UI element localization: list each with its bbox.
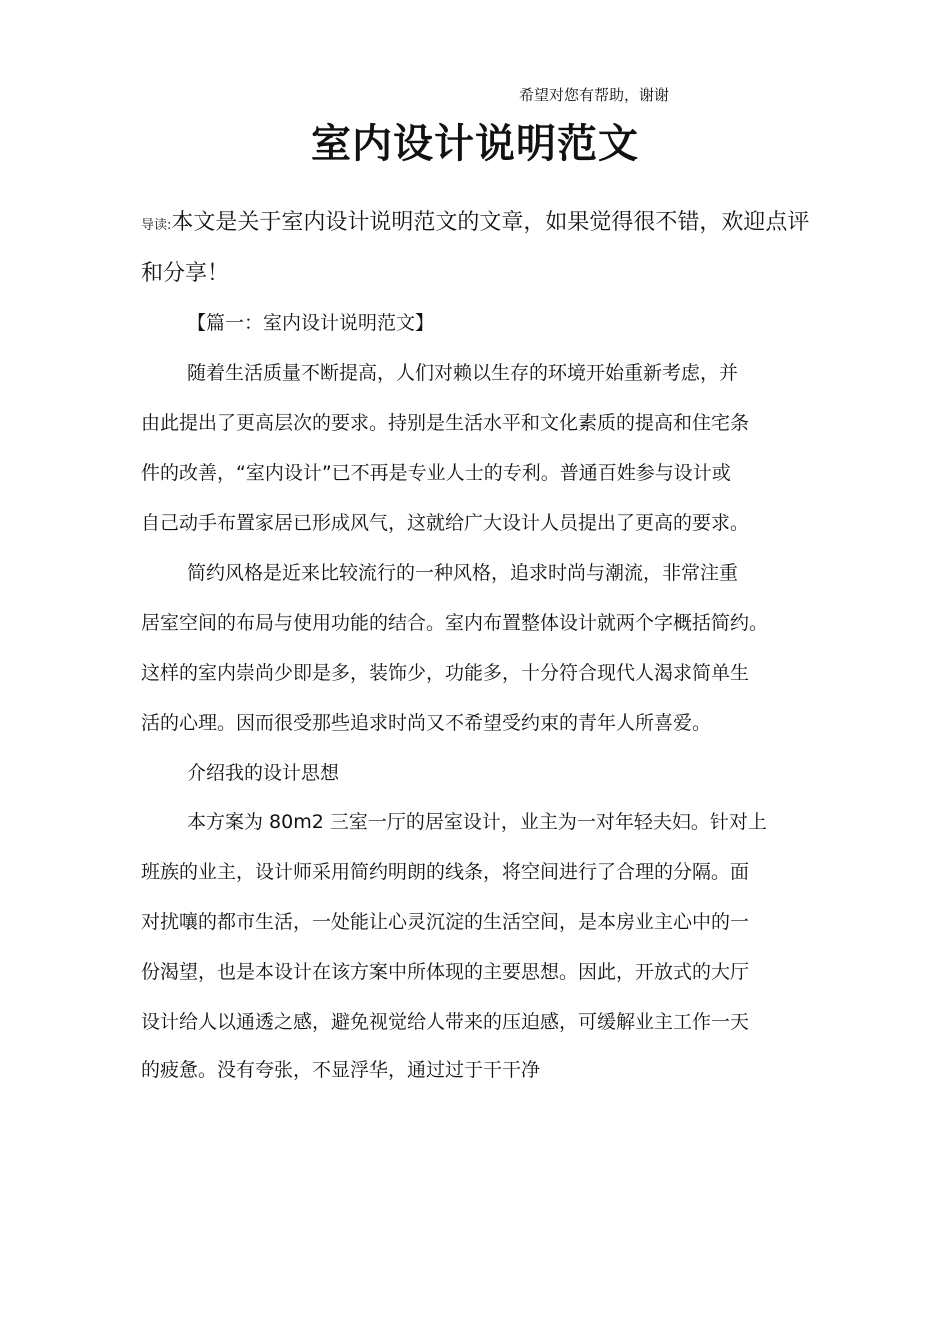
body-line: 件的改善，“室内设计”已不再是专业人士的专利。普通百姓参与设计或 — [141, 462, 731, 484]
header-note: 希望对您有帮助，谢谢 — [519, 86, 670, 104]
body-line: 居室空间的布局与使用功能的结合。室内布置整体设计就两个字概括简约。 — [141, 612, 769, 634]
body-line: 本方案为 80m2 三室一厅的居室设计，业主为一对年轻夫妇。针对上 — [187, 811, 767, 833]
section-heading: 【篇一：室内设计说明范文】 — [187, 312, 435, 334]
body-line: 设计给人以通透之感，避免视觉给人带来的压迫感，可缓解业主工作一天 — [141, 1011, 750, 1033]
body-line: 由此提出了更高层次的要求。持别是生活水平和文化素质的提高和住宅条 — [141, 412, 750, 434]
body-line: 班族的业主，设计师采用简约明朗的线条，将空间进行了合理的分隔。面 — [141, 861, 750, 883]
intro-paragraph — [141, 199, 831, 298]
page-title: 室内设计说明范文 — [311, 121, 639, 167]
intro-text: 本文是关于室内设计说明范文的文章，如果觉得很不错，欢迎点评和分享！ — [141, 210, 810, 286]
body-line: 这样的室内崇尚少即是多，装饰少，功能多，十分符合现代人渴求简单生 — [141, 662, 750, 684]
body-line: 随着生活质量不断提高，人们对赖以生存的环境开始重新考虑，并 — [187, 362, 739, 384]
body-line: 活的心理。因而很受那些追求时尚又不希望受约束的青年人所喜爱。 — [141, 712, 712, 734]
subheading: 介绍我的设计思想 — [187, 762, 340, 784]
body-line: 份渴望，也是本设计在该方案中所体现的主要思想。因此，开放式的大厅 — [141, 961, 750, 983]
body-line: 自己动手布置家居已形成风气，这就给广大设计人员提出了更高的要求。 — [141, 512, 750, 534]
body-line: 简约风格是近来比较流行的一种风格，追求时尚与潮流，非常注重 — [187, 562, 739, 584]
body-line: 的疲惫。没有夸张，不显浮华，通过过于干干净 — [141, 1059, 541, 1081]
intro-label: 导读: — [141, 218, 172, 233]
body-line: 对扰嚷的都市生活，一处能让心灵沉淀的生活空间，是本房业主心中的一 — [141, 911, 750, 933]
